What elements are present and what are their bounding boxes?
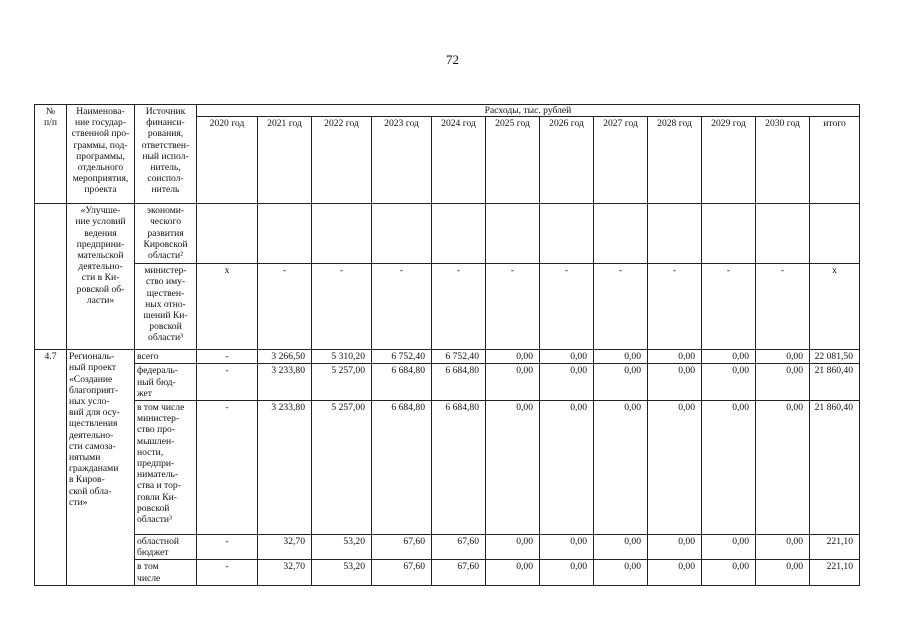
table-row: [35, 350, 860, 364]
header-expenses: Расходы, тыс. рублей: [197, 105, 860, 117]
header-num: № п/п: [35, 105, 67, 204]
cell: -: [197, 350, 258, 364]
cell: 67,60: [372, 560, 432, 585]
cell: 0,00: [594, 401, 648, 535]
header-total: итого: [810, 117, 860, 204]
cell: 0,00: [756, 364, 810, 401]
cell: 0,00: [702, 350, 756, 364]
cell: 221,10: [810, 535, 860, 560]
cell: 0,00: [594, 364, 648, 401]
cell: [810, 204, 860, 264]
cell: [648, 204, 702, 264]
row-name: «Улучше- ние условий ведения предприни- мательской деятельно- сти в Ки- ровской об- ласти»: [67, 204, 135, 350]
cell: [372, 204, 432, 264]
cell: 0,00: [540, 364, 594, 401]
header-year: 2027 год: [594, 117, 648, 204]
cell: 0,00: [486, 350, 540, 364]
cell: 3 233,80: [258, 401, 312, 535]
cell: 0,00: [702, 560, 756, 585]
row-source: в том числе: [135, 560, 197, 585]
cell: [258, 204, 312, 264]
cell: [594, 204, 648, 264]
cell: 0,00: [486, 401, 540, 535]
cell: 6 752,40: [432, 350, 486, 364]
header-name: Наименова- ние государ- ственной про- граммы, под- программы, отдельного мероприятия, проекта: [67, 105, 135, 204]
cell: 0,00: [756, 535, 810, 560]
row-source: всего: [135, 350, 197, 364]
cell: 0,00: [594, 560, 648, 585]
cell: -: [197, 535, 258, 560]
cell: 0,00: [702, 364, 756, 401]
table-row: [35, 204, 860, 264]
header-row-1: [35, 105, 860, 117]
cell: [756, 204, 810, 264]
header-source: Источник финанси- рования, ответствен- ный испол- нитель, соиспол- нитель: [135, 105, 197, 204]
cell: -: [540, 264, 594, 350]
cell: -: [702, 264, 756, 350]
cell: -: [258, 264, 312, 350]
cell: -: [312, 264, 372, 350]
expenses-table: [34, 104, 860, 586]
cell: 0,00: [648, 401, 702, 535]
cell: 6 752,40: [372, 350, 432, 364]
cell: 0,00: [594, 535, 648, 560]
row-source: министер- ство иму- ществен- ных отно- шений Ки- ровской области³: [135, 264, 197, 350]
cell: 6 684,80: [432, 364, 486, 401]
header-year: 2030 год: [756, 117, 810, 204]
cell: 0,00: [756, 560, 810, 585]
cell: 0,00: [486, 364, 540, 401]
row-name: Региональ- ный проект «Создание благоприят- ных усло- вий для осу- ществления деятельно- сти самоза- нятыми гражданами в Киров- ской обла- сти»: [67, 350, 135, 586]
cell: [197, 204, 258, 264]
header-year: 2029 год: [702, 117, 756, 204]
cell: [432, 204, 486, 264]
cell: 5 257,00: [312, 401, 372, 535]
header-year: 2028 год: [648, 117, 702, 204]
cell: -: [432, 264, 486, 350]
header-year: 2025 год: [486, 117, 540, 204]
row-source: областной бюджет: [135, 535, 197, 560]
cell: [486, 204, 540, 264]
cell: [312, 204, 372, 264]
table-row: [35, 401, 860, 535]
cell: 0,00: [702, 401, 756, 535]
cell: 0,00: [648, 535, 702, 560]
cell: 0,00: [540, 560, 594, 585]
cell: -: [197, 401, 258, 535]
table-row: [35, 560, 860, 585]
cell: [540, 204, 594, 264]
table-row: [35, 364, 860, 401]
cell: 0,00: [702, 535, 756, 560]
row-num: [35, 204, 67, 350]
cell: 0,00: [648, 350, 702, 364]
cell: 0,00: [648, 364, 702, 401]
cell: 3 233,80: [258, 364, 312, 401]
cell: -: [197, 364, 258, 401]
cell: 0,00: [486, 560, 540, 585]
table-row: [35, 264, 860, 350]
cell: -: [594, 264, 648, 350]
header-year: 2024 год: [432, 117, 486, 204]
header-year: 2022 год: [312, 117, 372, 204]
row-source: экономи- ческого развития Кировской области²: [135, 204, 197, 264]
cell: -: [197, 560, 258, 585]
row-source: федераль- ный бюд- жет: [135, 364, 197, 401]
cell: 3 266,50: [258, 350, 312, 364]
cell: 0,00: [540, 401, 594, 535]
cell: 0,00: [756, 401, 810, 535]
cell: 0,00: [540, 350, 594, 364]
cell: 6 684,80: [372, 401, 432, 535]
cell: -: [756, 264, 810, 350]
cell: -: [372, 264, 432, 350]
cell: 5 310,20: [312, 350, 372, 364]
cell: -: [648, 264, 702, 350]
cell: 53,20: [312, 560, 372, 585]
cell: 22 081,50: [810, 350, 860, 364]
cell: 67,60: [432, 560, 486, 585]
row-num: 4.7: [35, 350, 67, 586]
cell: 5 257,00: [312, 364, 372, 401]
header-year: 2021 год: [258, 117, 312, 204]
cell: 0,00: [648, 560, 702, 585]
row-source: в том числе министер- ство про- мышлен- ности, предпри- ниматель- ства и тор- говли Ки- ровской области³: [135, 401, 197, 535]
page-number: 72: [446, 52, 459, 67]
cell: 53,20: [312, 535, 372, 560]
cell: x: [197, 264, 258, 350]
cell: 67,60: [432, 535, 486, 560]
cell: [702, 204, 756, 264]
cell: 0,00: [540, 535, 594, 560]
cell: 67,60: [372, 535, 432, 560]
cell: 0,00: [756, 350, 810, 364]
cell: 6 684,80: [432, 401, 486, 535]
cell: 0,00: [486, 535, 540, 560]
header-year: 2026 год: [540, 117, 594, 204]
cell: -: [486, 264, 540, 350]
header-year: 2023 год: [372, 117, 432, 204]
cell: 32,70: [258, 560, 312, 585]
cell: 21 860,40: [810, 401, 860, 535]
header-year: 2020 год: [197, 117, 258, 204]
cell: 32,70: [258, 535, 312, 560]
cell: 6 684,80: [372, 364, 432, 401]
cell: 221,10: [810, 560, 860, 585]
table-row: [35, 535, 860, 560]
cell: 0,00: [594, 350, 648, 364]
cell: x: [810, 264, 860, 350]
cell: 21 860,40: [810, 364, 860, 401]
